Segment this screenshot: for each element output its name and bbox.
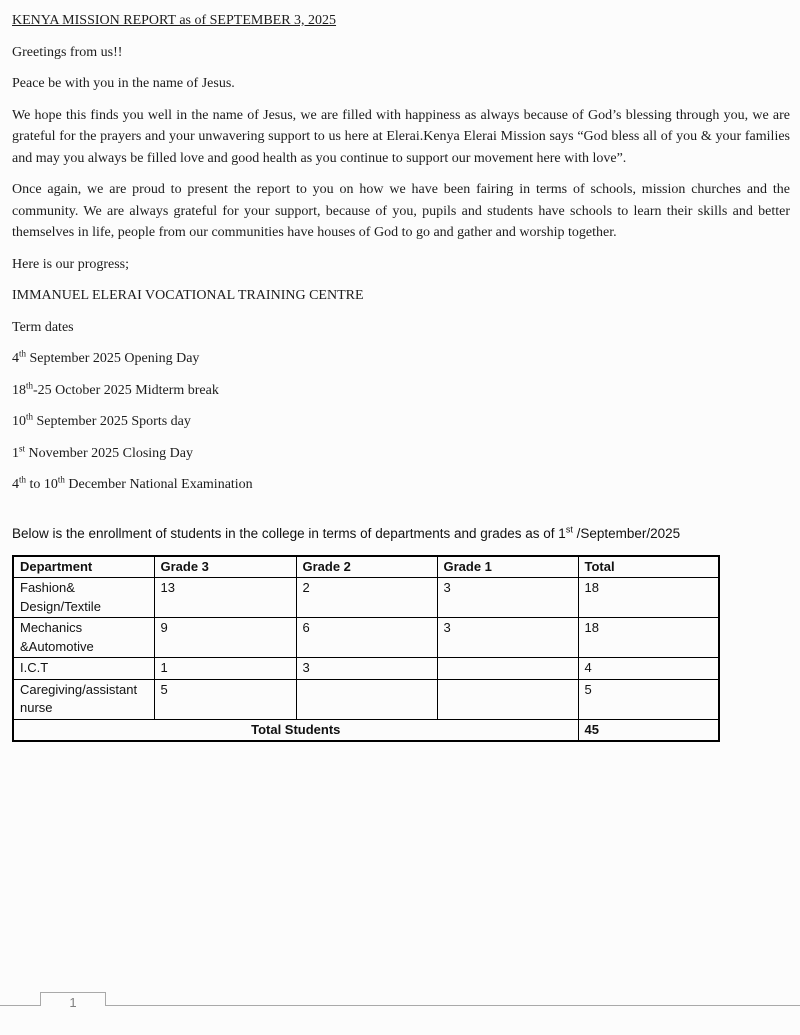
enrollment-caption (12, 525, 790, 542)
report-paragraph: Once again, we are proud to present the report to you on how we have been fairing in terms of schools, mission churches and the community. We are always grateful for your support, because of you, pupils and students have schools to learn their skills and better themselves in life, people from our communities have houses of God to go and gather and worship together. (12, 182, 790, 240)
total-cell: 18 (578, 578, 719, 618)
centre-heading: IMMANUEL ELERAI VOCATIONAL TRAINING CENTRE (12, 288, 364, 303)
grade3-cell: 9 (154, 618, 296, 658)
enrollment-table (12, 555, 720, 743)
department-cell: Mechanics &Automotive (13, 618, 154, 658)
intro-paragraph: We hope this finds you well in the name of Jesus, we are filled with happiness as always because of God’s blessing through you, we are grateful for the prayers and your unwavering support to us here at Elerai.Kenya Elerai Mission says “God bless all of you & your families and may you always be filled love and good health as you continue to support our movement here with love”. (12, 107, 790, 166)
page-title: KENYA MISSION REPORT as of SEPTEMBER 3, 2025 (12, 13, 337, 28)
enrollment-caption-text: /September/2025 (572, 525, 681, 541)
total-cell: 18 (578, 618, 719, 658)
table-header-row (13, 556, 719, 578)
table-header-cell: Grade 3 (154, 556, 296, 578)
term-date-text: 4 (12, 477, 19, 492)
term-date-line (12, 474, 790, 496)
term-date-line (12, 348, 790, 370)
table-header-cell: Total (578, 556, 719, 578)
grade1-cell: 3 (437, 618, 578, 658)
term-date-text: 18 (12, 382, 26, 398)
table-header-cell: Grade 1 (437, 556, 578, 578)
grade3-cell: 13 (154, 578, 296, 618)
peace-line: Peace be with you in the name of Jesus. (12, 76, 235, 91)
term-date-line (12, 411, 790, 433)
ordinal-suffix: th (26, 379, 34, 390)
ordinal-suffix: th (26, 411, 34, 422)
table-total-row (13, 719, 719, 741)
term-date-text: September 2025 Opening Day (26, 351, 200, 366)
term-date-text: September 2025 Sports day (33, 414, 191, 429)
grade2-cell (296, 679, 437, 719)
term-date-text: to 10 (26, 477, 58, 492)
term-date-text: -25 October 2025 Midterm break (33, 382, 219, 398)
ordinal-suffix: th (57, 474, 65, 485)
greeting-line: Greetings from us!! (12, 44, 123, 60)
department-cell: I.C.T (13, 658, 154, 680)
ordinal-suffix: st (19, 442, 26, 453)
grade1-cell (437, 658, 578, 680)
total-students-label: Total Students (13, 719, 578, 741)
term-date-text: December National Examination (64, 477, 253, 492)
table-row (13, 578, 719, 618)
progress-line: Here is our progress; (12, 256, 130, 272)
grade3-cell: 1 (154, 658, 296, 680)
term-date-text: 4 (12, 351, 19, 366)
page-number: 1 (69, 995, 77, 1010)
grade3-cell: 5 (154, 679, 296, 719)
total-cell: 4 (578, 658, 719, 680)
department-cell: Caregiving/assistant nurse (13, 679, 154, 719)
table-header-cell: Department (13, 556, 154, 578)
ordinal-suffix: st (565, 524, 573, 534)
enrollment-caption-text: Below is the enrollment of students in the college in terms of departments and grades as of 1 (12, 525, 566, 541)
grade1-cell: 3 (437, 578, 578, 618)
table-header-cell: Grade 2 (296, 556, 437, 578)
total-cell: 5 (578, 679, 719, 719)
ordinal-suffix: th (19, 474, 27, 485)
term-date-text: 10 (12, 414, 26, 429)
grade2-cell: 3 (296, 658, 437, 680)
table-row (13, 679, 719, 719)
department-cell: Fashion& Design/Textile (13, 578, 154, 618)
term-date-text: 1 (12, 445, 19, 461)
total-students-value: 45 (578, 719, 719, 741)
table-row (13, 618, 719, 658)
term-date-line (12, 380, 790, 402)
ordinal-suffix: th (19, 348, 27, 359)
term-date-text: November 2025 Closing Day (25, 445, 193, 461)
footer-boundary-line (106, 1005, 800, 1006)
grade1-cell (437, 679, 578, 719)
grade2-cell: 6 (296, 618, 437, 658)
term-dates-label: Term dates (12, 319, 74, 335)
table-row (13, 658, 719, 680)
term-date-line (12, 443, 790, 465)
footer-boundary-line (0, 1005, 40, 1006)
grade2-cell: 2 (296, 578, 437, 618)
